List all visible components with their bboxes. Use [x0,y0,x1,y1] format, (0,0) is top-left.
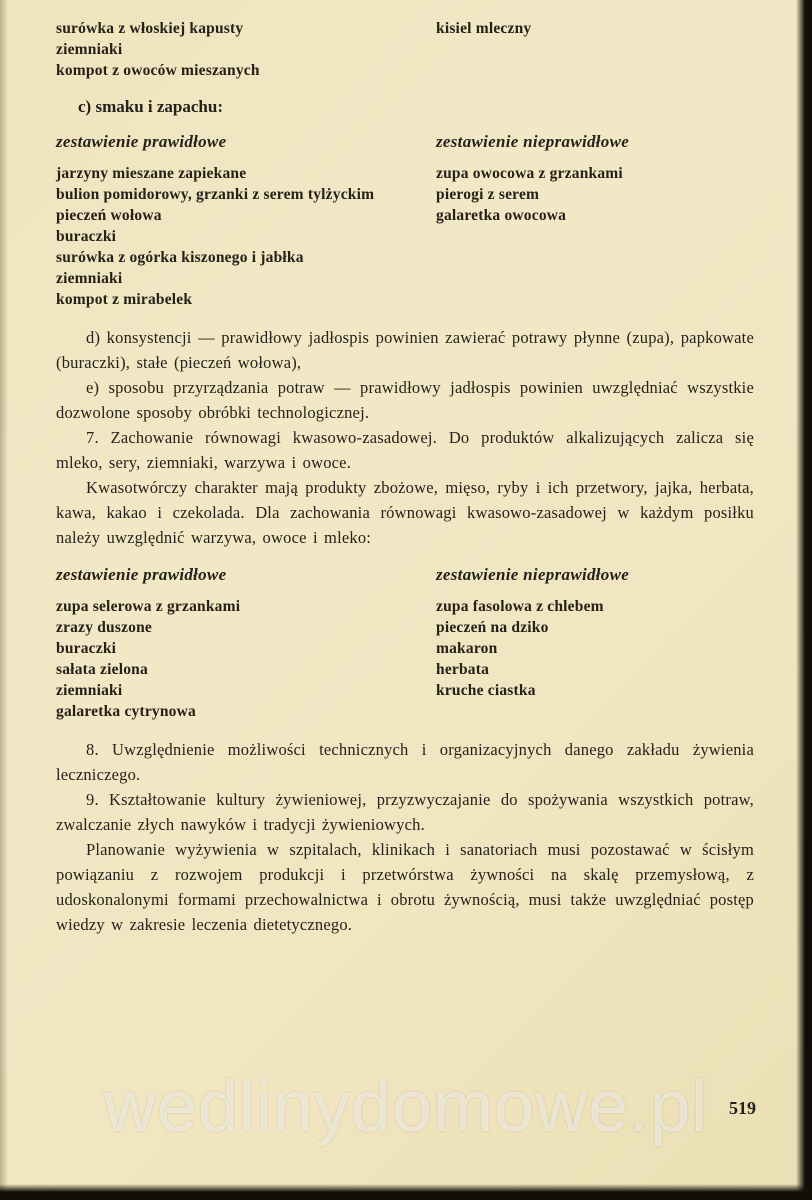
comparison1-right-list [436,163,754,310]
paragraph: Kwasotwórczy charakter mają produkty zbożowe, mięso, ryby i ich przetwory, jajka, herbata, kawa, kakao i czekolada. Dla zachowania równowagi kwasowo-zasadowej w każdym posiłku należy uwzględnić warzywa, owoce i mleko: [56,478,754,547]
menu-item: sałata zielona [56,661,148,678]
comparison1-header-row [56,132,754,152]
menu-item: kruche ciastka [436,682,536,699]
paragraph: 7. Zachowanie równowagi kwasowo-zasadowej. Do produktów alkalizujących zalicza się mleko, sery, ziemniaki, warzywa i owoce. [56,428,754,472]
comparison2-left-list [56,596,436,722]
menu-item: buraczki [56,228,117,245]
scan-edge-right [796,0,812,1200]
menu-item: zupa owocowa z grzankami [436,165,623,182]
menu-item: kisiel mleczny [436,20,532,37]
comparison1-right-header: zestawienie nieprawidłowe [436,132,630,151]
menu-item: ziemniaki [56,682,123,699]
top-menu-right-list [436,18,754,81]
menu-item: buraczki [56,640,117,657]
paragraph: 8. Uwzględnienie możliwości technicznych i organizacyjnych danego zakładu żywienia leczniczego. [56,740,754,784]
menu-item: zrazy duszone [56,619,153,636]
menu-item: galaretka owocowa [436,207,567,224]
paragraphs-bottom [56,737,754,937]
menu-item: surówka z ogórka kiszonego i jabłka [56,249,304,266]
comparison2-right-header: zestawienie nieprawidłowe [436,565,630,584]
comparison1-left-list [56,163,436,310]
menu-item: herbata [436,661,490,678]
heading-smaku-i-zapachu: c) smaku i zapachu: [78,97,223,116]
paragraph: Planowanie wyżywienia w szpitalach, klinikach i sanatoriach musi pozostawać w ścisłym powiązaniu z rozwojem produkcji i przetwórstwa żywności na skalę przemysłową, z udoskonalonymi formami przechowalnictwa i obrotu żywnością, musi także uwzględniać postęp wiedzy w zakresie leczenia dietetycznego. [56,840,754,934]
menu-item: galaretka cytrynowa [56,703,196,720]
menu-item: pieczeń wołowa [56,207,162,224]
comparison1-lists [56,163,754,310]
menu-item: surówka z włoskiej kapusty [56,20,244,37]
menu-item: pieczeń na dziko [436,619,549,636]
paragraph: e) sposobu przyrządzania potraw — prawidłowy jadłospis powinien uwzględniać wszystkie dozwolone sposoby obróbki technologicznej. [56,378,754,422]
comparison2-header-row [56,565,754,585]
comparison2-left-header: zestawienie prawidłowe [56,565,227,584]
menu-item: jarzyny mieszane zapiekane [56,165,247,182]
menu-item: kompot z mirabelek [56,291,193,308]
scan-edge-bottom [0,1184,812,1200]
paragraph: 9. Kształtowanie kultury żywieniowej, przyzwyczajanie do spożywania wszystkich potraw, zwalczanie złych nawyków i tradycji żywieniowych. [56,790,754,834]
menu-item: zupa selerowa z grzankami [56,598,241,615]
paragraph: d) konsystencji — prawidłowy jadłospis powinien zawierać potrawy płynne (zupa), papkowate (buraczki), stałe (pieczeń wołowa), [56,328,754,372]
paragraphs-mid [56,325,754,550]
top-menu-section [56,18,754,81]
comparison2-right-list [436,596,754,722]
menu-item: pierogi z serem [436,186,540,203]
menu-item: makaron [436,640,498,657]
menu-item: kompot z owoców mieszanych [56,62,260,79]
scan-edge-left [0,0,8,1200]
page-number: 519 [729,1098,756,1118]
menu-item: ziemniaki [56,41,123,58]
menu-item: ziemniaki [56,270,123,287]
menu-item: bulion pomidorowy, grzanki z serem tylżyckim [56,186,375,203]
menu-item: zupa fasolowa z chlebem [436,598,604,615]
comparison1-left-header: zestawienie prawidłowe [56,132,227,151]
watermark: wedlinydomowe.pl [103,1067,709,1147]
top-menu-left-list [56,18,436,81]
comparison2-lists [56,596,754,722]
